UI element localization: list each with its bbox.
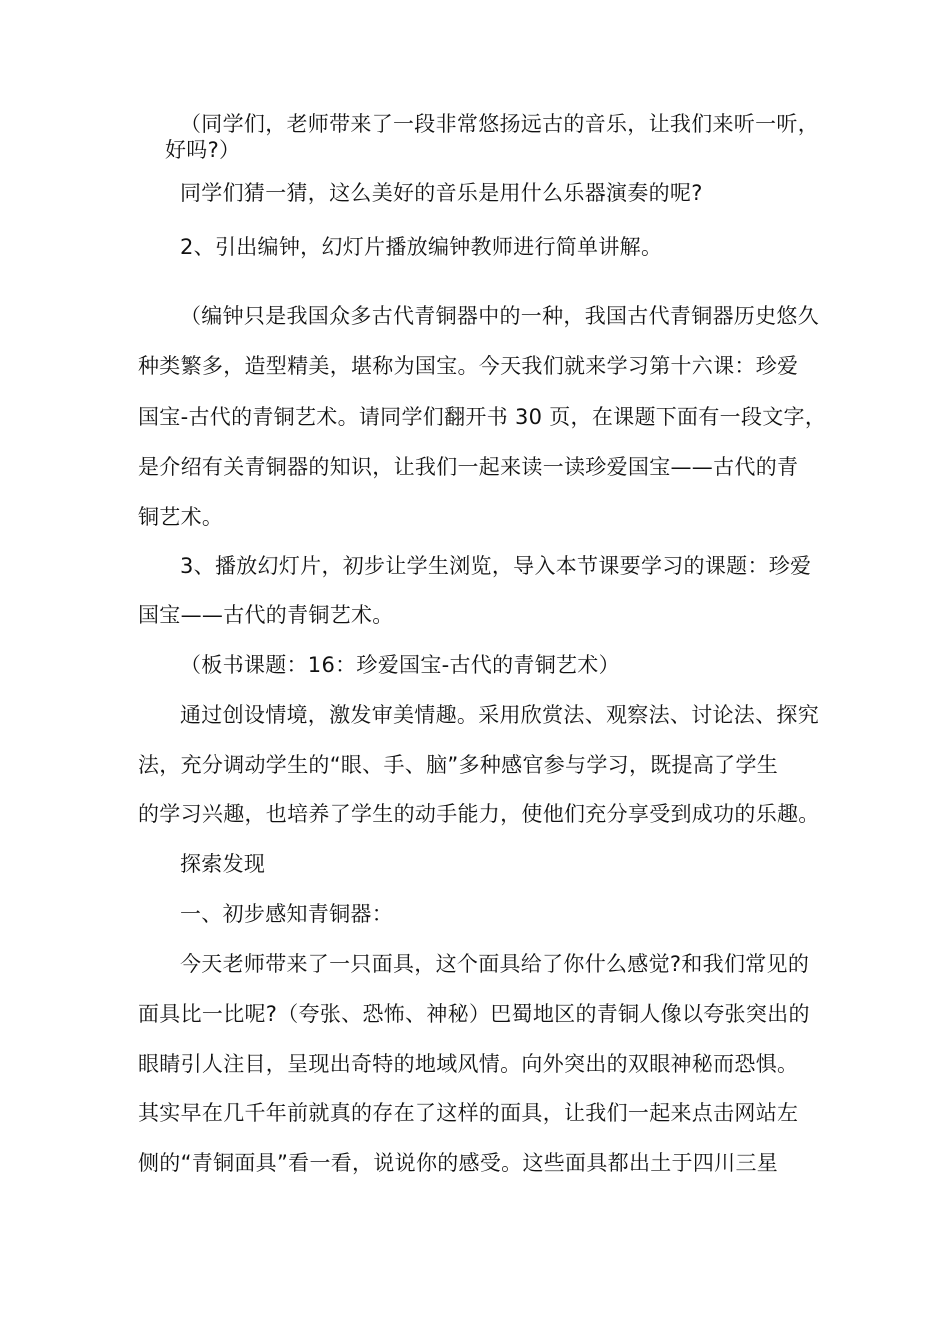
text-line: 眼睛引人注目，呈现出奇特的地域风情。向外突出的双眼神秘而恐惧。 bbox=[138, 1052, 799, 1076]
text-line: 法，充分调动学生的“眼、手、脑”多种感官参与学习，既提高了学生 bbox=[138, 753, 779, 777]
text-line: 铜艺术。 bbox=[138, 505, 224, 529]
text-line: 是介绍有关青铜器的知识，让我们一起来读一读珍爱国宝——古代的青 bbox=[138, 455, 799, 479]
text-line: 其实早在几千年前就真的存在了这样的面具，让我们一起来点击网站左 bbox=[138, 1101, 799, 1125]
text-line: 探索发现 bbox=[180, 852, 266, 876]
text-line: 今天老师带来了一只面具，这个面具给了你什么感觉?和我们常见的 bbox=[180, 952, 810, 976]
text-line: 好吗?） bbox=[165, 138, 241, 162]
text-line: 同学们猜一猜，这么美好的音乐是用什么乐器演奏的呢? bbox=[180, 181, 703, 205]
text-line: （同学们，老师带来了一段非常悠扬远古的音乐，让我们来听一听， bbox=[180, 112, 819, 136]
text-line: 2、引出编钟，幻灯片播放编钟教师进行简单讲解。 bbox=[180, 235, 663, 259]
text-line: 国宝-古代的青铜艺术。请同学们翻开书 30 页，在课题下面有一段文字， bbox=[138, 405, 827, 429]
text-line: 一、初步感知青铜器： bbox=[180, 902, 393, 926]
text-line: （编钟只是我国众多古代青铜器中的一种，我国古代青铜器历史悠久 bbox=[180, 304, 819, 328]
text-line: 的学习兴趣，也培养了学生的动手能力，使他们充分享受到成功的乐趣。 bbox=[138, 802, 820, 826]
text-line: （板书课题：16：珍爱国宝-古代的青铜艺术） bbox=[180, 653, 620, 677]
text-line: 通过创设情境，激发审美情趣。采用欣赏法、观察法、讨论法、探究 bbox=[180, 703, 819, 727]
text-line: 国宝——古代的青铜艺术。 bbox=[138, 603, 394, 627]
text-line: 3、播放幻灯片，初步让学生浏览，导入本节课要学习的课题：珍爱 bbox=[180, 554, 812, 578]
text-line: 种类繁多，造型精美，堪称为国宝。今天我们就来学习第十六课：珍爱 bbox=[138, 354, 799, 378]
text-line: 面具比一比呢?（夸张、恐怖、神秘）巴蜀地区的青铜人像以夸张突出的 bbox=[138, 1002, 810, 1026]
text-line: 侧的“青铜面具”看一看，说说你的感受。这些面具都出土于四川三星 bbox=[138, 1151, 779, 1175]
